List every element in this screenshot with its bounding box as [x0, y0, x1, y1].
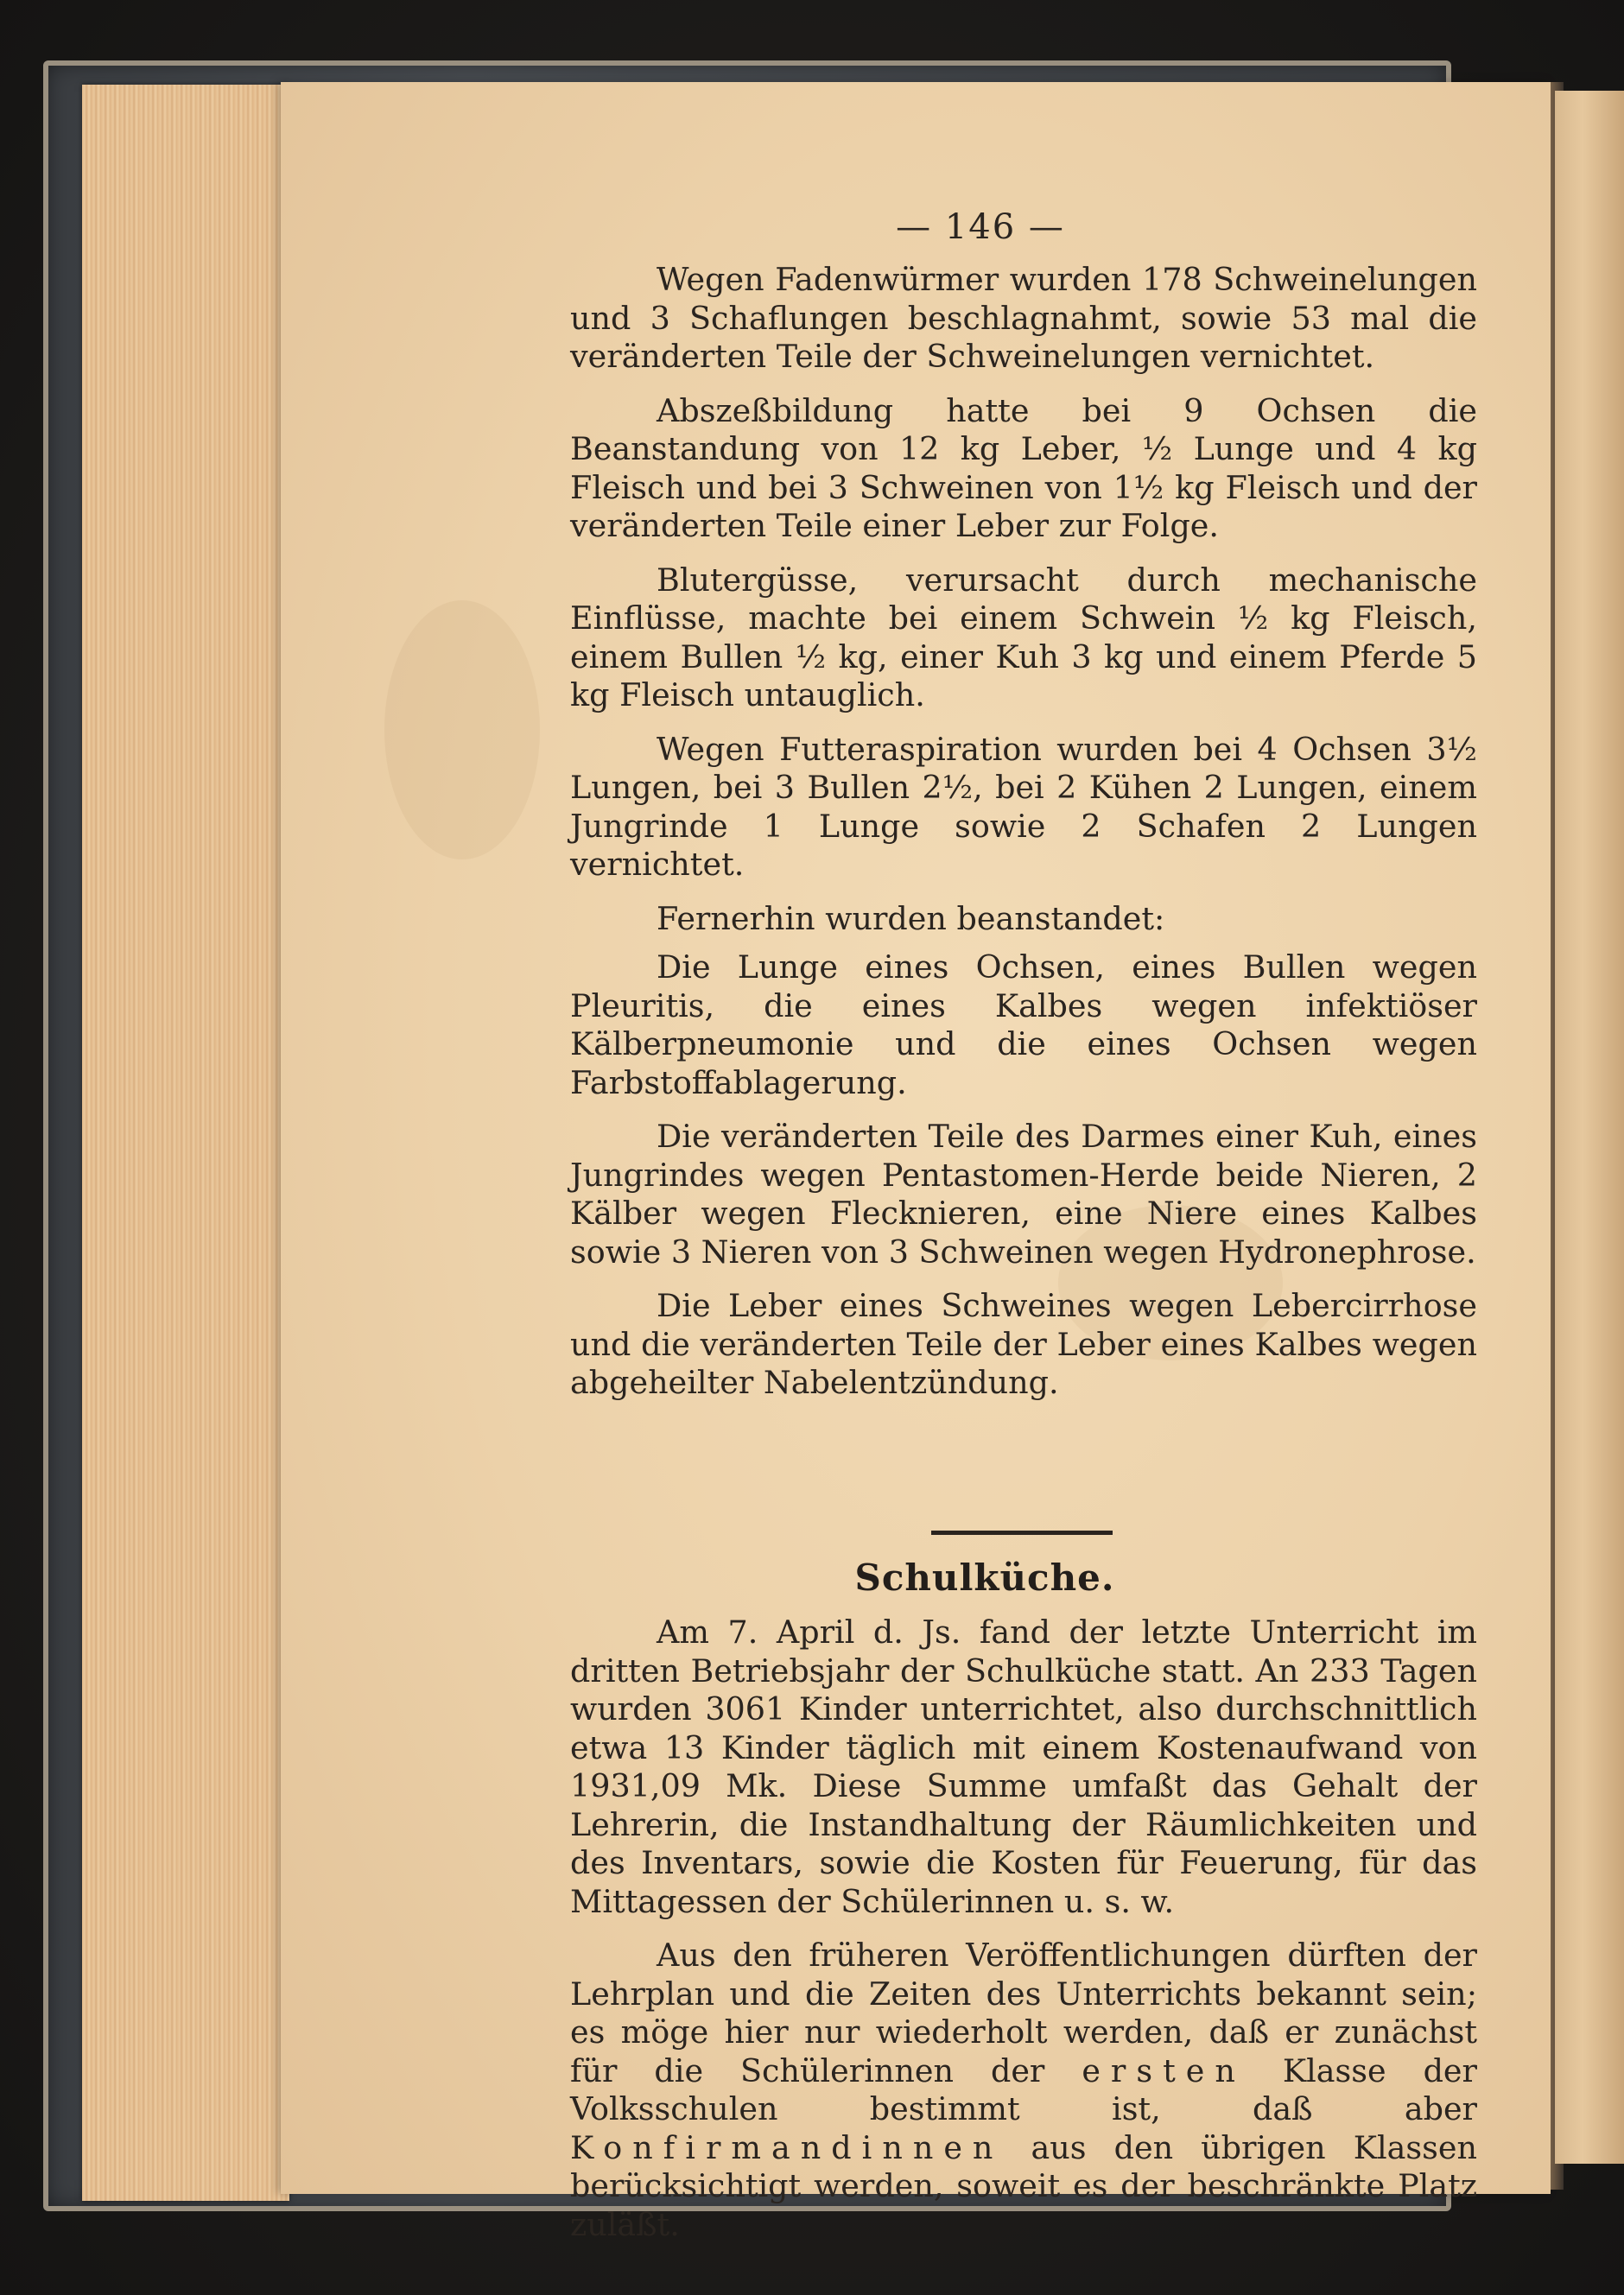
paper-stain: [384, 600, 540, 859]
paragraph: Die veränderten Teile des Darmes einer Kuh, eines Jungrindes wegen Pentastomen-Herde beide Nieren, 2 Kälber wegen Flecknieren, eine Niere eines Kalbes sowie 3 Nieren von 3 Schweinen wegen Hydronephrose.: [570, 1118, 1477, 1271]
book-page: [281, 82, 1551, 2243]
paragraph: Blutergüsse, verursacht durch mechanische Einflüsse, machte bei einem Schwein ½ kg Fleisch, einem Bullen ½ kg, einer Kuh 3 kg und einem Pferde 5 kg Fleisch untauglich.: [570, 561, 1477, 713]
paragraph-text: Klasse der Volksschulen bestimmt ist, daß aber: [570, 2051, 1477, 2127]
paragraph: [570, 1937, 1477, 2244]
facing-page: [1555, 91, 1624, 2164]
paragraph: Wegen Futteraspiration wurden bei 4 Ochsen 3½ Lungen, bei 3 Bullen 2½, bei 2 Kühen 2 Lungen, einem Jungrinde 1 Lunge sowie 2 Schafen 2 Lungen vernichtet.: [570, 730, 1477, 883]
paragraph: Die Lunge eines Ochsen, eines Bullen wegen Pleuritis, die eines Kalbes wegen infektiöser Kälberpneumonie und die eines Ochsen wegen Farbstoffablagerung.: [570, 948, 1477, 1101]
page-edges: [82, 85, 289, 2201]
paragraph-text: aus den übrigen Klassen berücksichtigt werden, soweit es der beschränkte Platz zuläßt.: [570, 2128, 1477, 2243]
section-title: Schulküche.: [854, 1556, 1115, 1599]
paragraph: Fernerhin wurden beanstandet:: [657, 899, 1165, 937]
text-block-part1: [570, 261, 1477, 1418]
paragraph-text: Aus den früheren Veröffentlichungen dürften der Lehrplan und die Zeiten des Unterrichts bekannt sein; es möge hier nur wiederholt werden, daß er zunächst für die Schülerinnen der: [570, 1937, 1477, 2089]
paragraph: Die Leber eines Schweines wegen Lebercirrhose und die veränderten Teile der Leber eines Kalbes wegen abgeheilter Nabelentzündung.: [570, 1287, 1477, 1401]
paragraph: Am 7. April d. Js. fand der letzte Unterricht im dritten Betriebsjahr der Schulküche statt. An 233 Tagen wurden 3061 Kinder unterrichtet, also durchschnittlich etwa 13 Kinder täglich mit einem Kostenaufwand von 1931,09 Mk. Diese Summe umfaßt das Gehalt der Lehrerin, die Instandhaltung der Räumlichkeiten und des Inventars, sowie die Kosten für Feuerung, für das Mittagessen der Schülerinnen u. s. w.: [570, 1613, 1477, 1920]
text-block-part2: [570, 1613, 1477, 2260]
paragraph: Wegen Fadenwürmer wurden 178 Schweinelungen und 3 Schaflungen beschlagnahmt, sowie 53 mal die veränderten Teile der Schweinelungen vernichtet.: [570, 261, 1477, 375]
emphasis-text: Konfirmandinnen: [570, 2128, 1004, 2166]
section-divider: [931, 1531, 1113, 1535]
paragraph: Abszeßbildung hatte bei 9 Ochsen die Beanstandung von 12 kg Leber, ½ Lunge und 4 kg Fleisch und bei 3 Schweinen von 1½ kg Fleisch und der veränderten Teile einer Leber zur Folge.: [570, 391, 1477, 544]
emphasis-text: ersten: [1082, 2051, 1246, 2089]
page-number: — 146 —: [896, 207, 1065, 247]
